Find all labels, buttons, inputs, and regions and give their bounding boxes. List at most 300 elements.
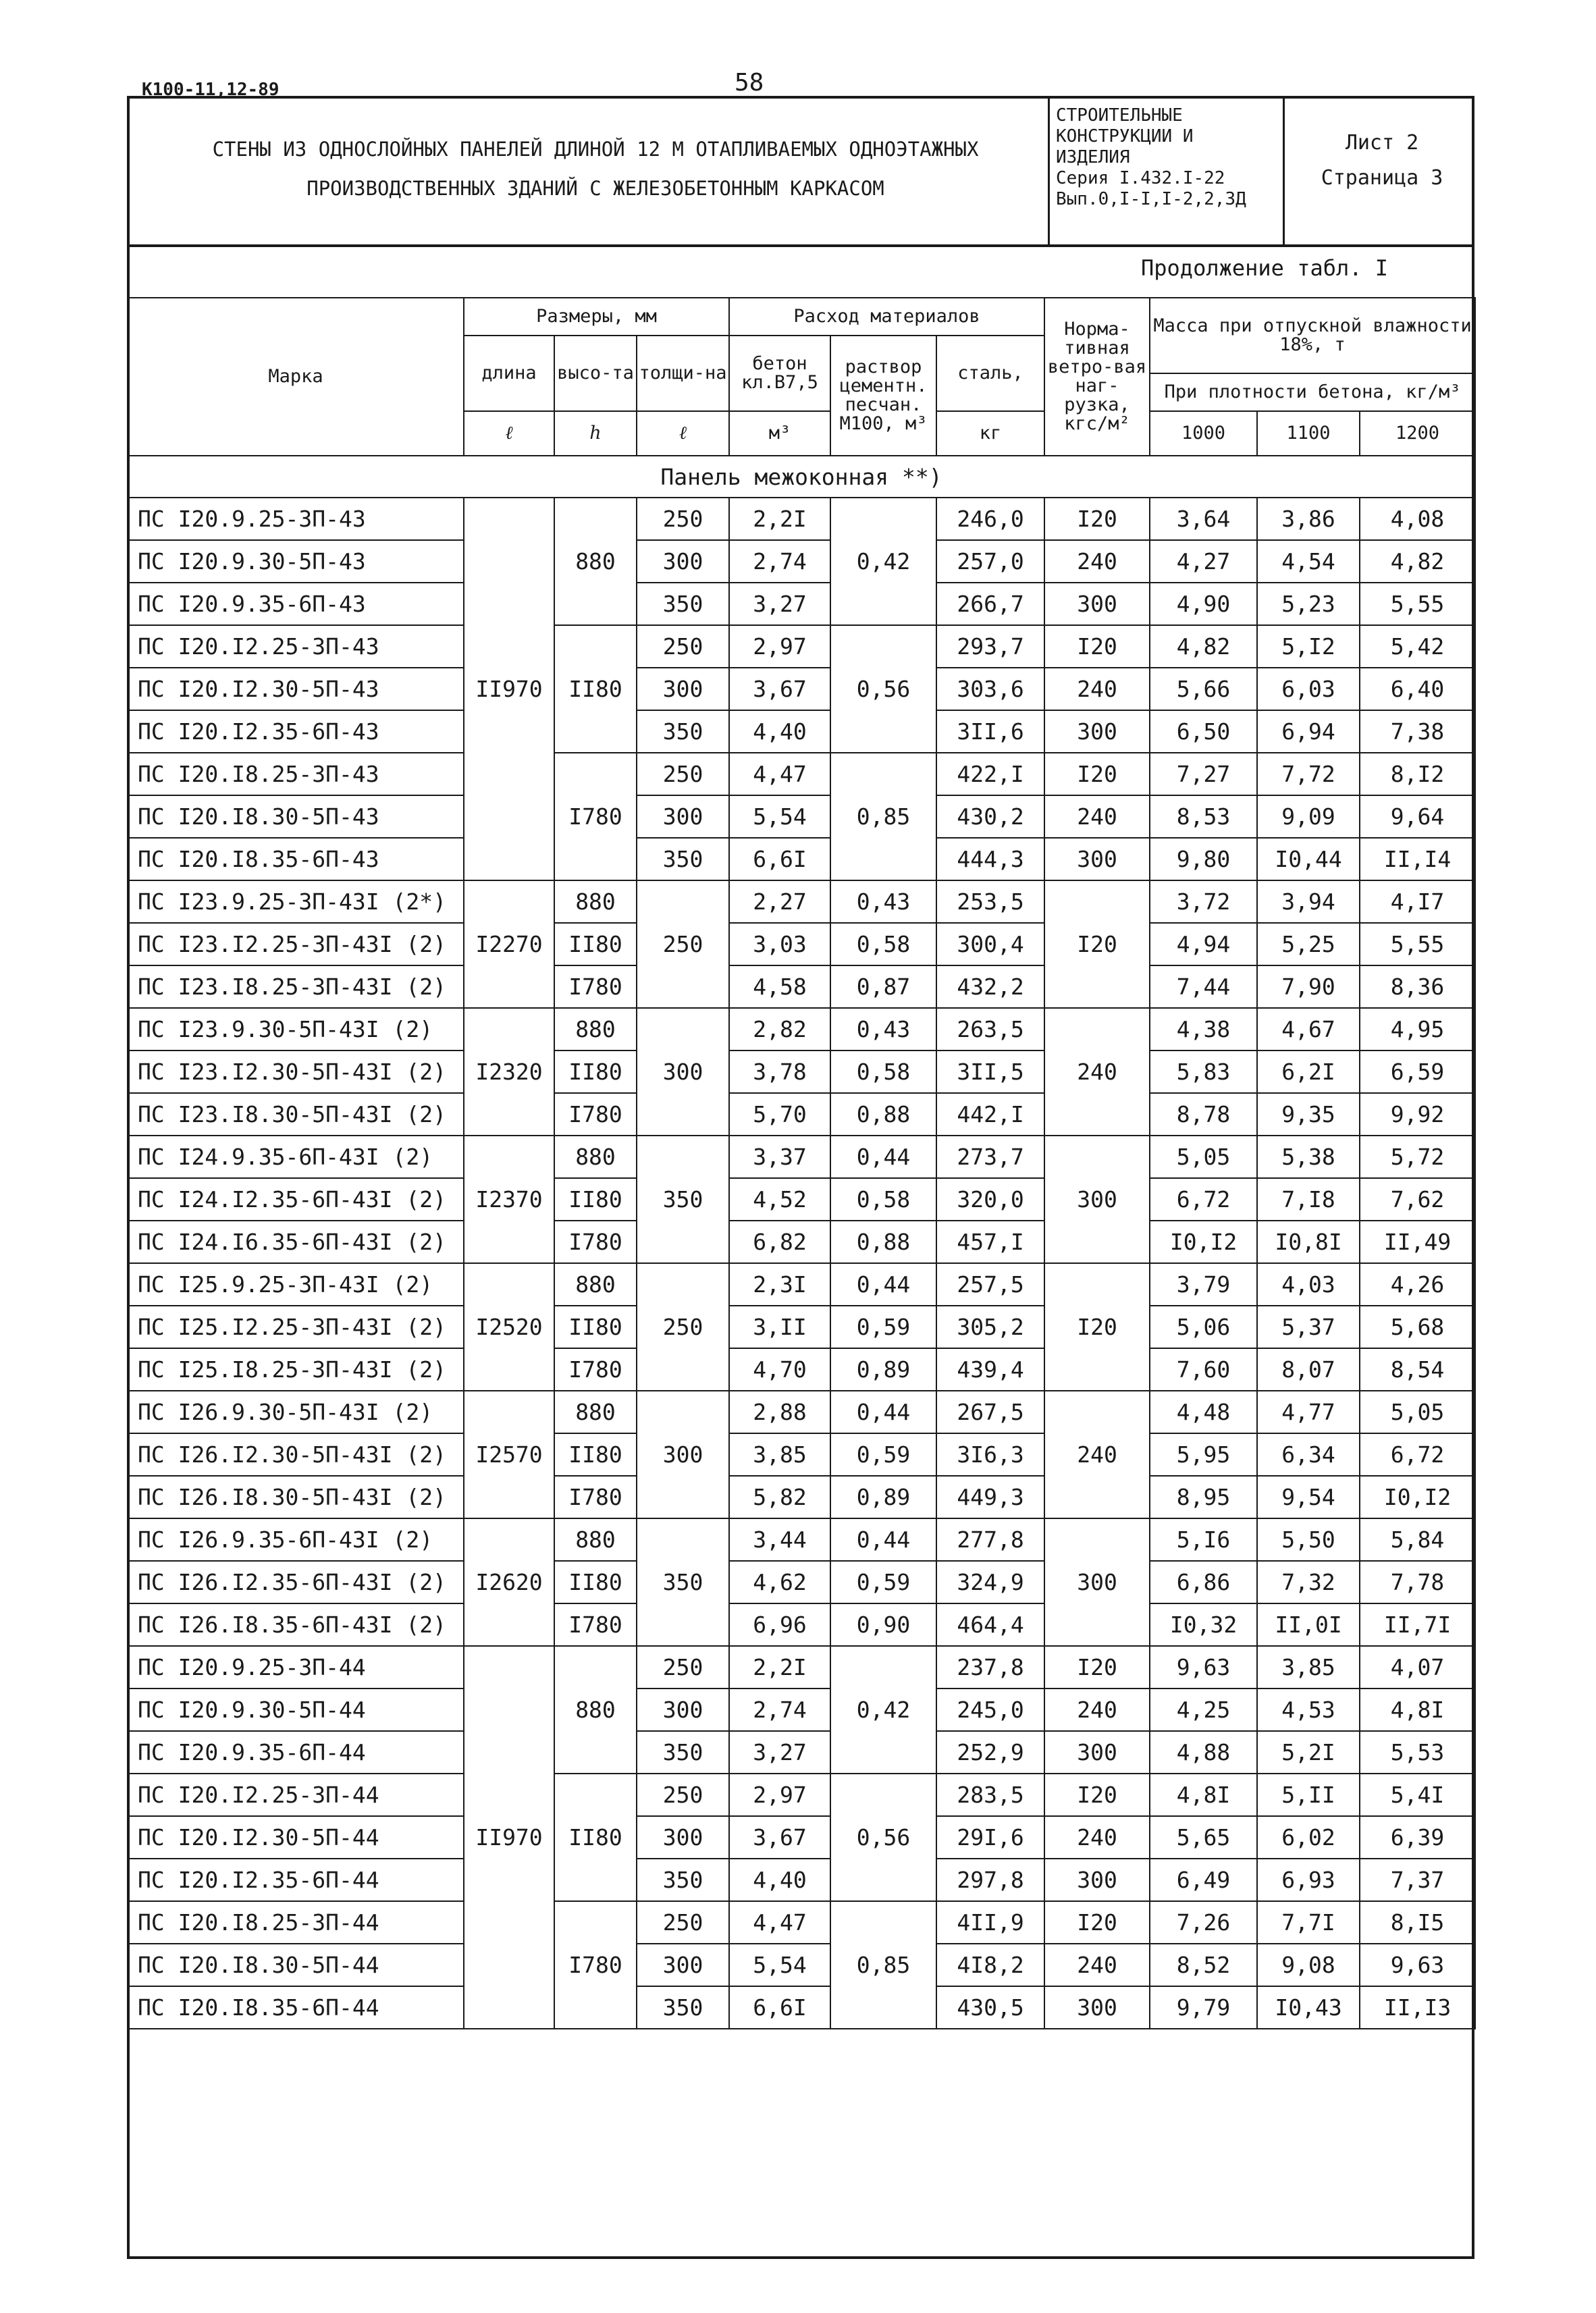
table-row [128, 540, 1475, 583]
cell-mass-1000: 4,88 [1150, 1731, 1257, 1774]
cell-mass-1000: 4,27 [1150, 540, 1257, 583]
cell-mark: ПС I23.I2.30-5П-43I (2) [128, 1051, 464, 1093]
cell-mass-1100: 6,93 [1257, 1859, 1360, 1901]
cell-mass-1100: I0,8I [1257, 1221, 1360, 1263]
header-steel: сталь, [936, 336, 1044, 411]
cell-length: II970 [464, 498, 554, 880]
cell-mass-1000: 9,63 [1150, 1646, 1257, 1689]
cell-concrete: 4,40 [729, 1859, 830, 1901]
cell-concrete: 4,40 [729, 710, 830, 753]
cell-mass-1200: 7,62 [1360, 1178, 1475, 1221]
table-row [128, 1731, 1475, 1774]
cell-mass-1200: II,I4 [1360, 838, 1475, 880]
cell-concrete: 2,2I [729, 1646, 830, 1689]
cell-steel: 305,2 [936, 1306, 1044, 1348]
table-row [128, 1518, 1475, 1561]
header-thickness: толщи-на [637, 336, 729, 411]
cell-concrete: 6,6I [729, 838, 830, 880]
cell-load: 300 [1044, 1136, 1150, 1263]
cell-mortar: 0,56 [830, 1774, 936, 1901]
cell-concrete: 4,70 [729, 1348, 830, 1391]
table-row [128, 583, 1475, 625]
cell-concrete: 4,47 [729, 753, 830, 795]
series-line-5: Вып.0,I-I,I-2,2,3Д [1056, 189, 1246, 209]
cell-concrete: 4,52 [729, 1178, 830, 1221]
cell-height: II80 [554, 1561, 637, 1603]
header-density-1200: 1200 [1360, 411, 1475, 456]
cell-mass-1100: 7,I8 [1257, 1178, 1360, 1221]
cell-steel: 257,0 [936, 540, 1044, 583]
cell-load: I20 [1044, 1901, 1150, 1944]
cell-mass-1100: I0,43 [1257, 1986, 1360, 2029]
cell-mortar: 0,87 [830, 965, 936, 1008]
cell-thickness: 250 [637, 1774, 729, 1816]
header-density-1000: 1000 [1150, 411, 1257, 456]
cell-steel: 430,5 [936, 1986, 1044, 2029]
cell-load: 300 [1044, 1518, 1150, 1646]
cell-mass-1000: 4,90 [1150, 583, 1257, 625]
cell-mark: ПС I20.I2.35-6П-44 [128, 1859, 464, 1901]
table-row [128, 1689, 1475, 1731]
cell-thickness: 300 [637, 1008, 729, 1136]
cell-mass-1000: 6,86 [1150, 1561, 1257, 1603]
cell-thickness: 350 [637, 1986, 729, 2029]
table-row [128, 1221, 1475, 1263]
cell-thickness: 250 [637, 1263, 729, 1391]
cell-mass-1200: 8,I2 [1360, 753, 1475, 795]
cell-mass-1100: 4,54 [1257, 540, 1360, 583]
cell-mass-1000: 8,78 [1150, 1093, 1257, 1136]
table-row [128, 668, 1475, 710]
cell-height: II80 [554, 1178, 637, 1221]
cell-load: 240 [1044, 795, 1150, 838]
cell-load: I20 [1044, 498, 1150, 540]
cell-mass-1200: 4,82 [1360, 540, 1475, 583]
cell-thickness: 250 [637, 1901, 729, 1944]
cell-mass-1000: 4,94 [1150, 923, 1257, 965]
cell-mark: ПС I25.I2.25-3П-43I (2) [128, 1306, 464, 1348]
header-concrete-unit: м³ [729, 411, 830, 456]
cell-mark: ПС I23.9.30-5П-43I (2) [128, 1008, 464, 1051]
cell-concrete: 3,67 [729, 668, 830, 710]
cell-height: 880 [554, 1008, 637, 1051]
cell-concrete: 3,03 [729, 923, 830, 965]
cell-concrete: 2,88 [729, 1391, 830, 1433]
cell-mass-1200: 4,8I [1360, 1689, 1475, 1731]
cell-concrete: 4,58 [729, 965, 830, 1008]
cell-steel: 273,7 [936, 1136, 1044, 1178]
cell-mark: ПС I26.9.30-5П-43I (2) [128, 1391, 464, 1433]
cell-mark: ПС I26.I2.30-5П-43I (2) [128, 1433, 464, 1476]
cell-concrete: 2,97 [729, 625, 830, 668]
cell-concrete: 6,96 [729, 1603, 830, 1646]
sheet-info [1291, 126, 1473, 196]
cell-mortar: 0,85 [830, 1901, 936, 2029]
cell-steel: 439,4 [936, 1348, 1044, 1391]
cell-mass-1200: 5,42 [1360, 625, 1475, 668]
cell-mark: ПС I20.I8.35-6П-43 [128, 838, 464, 880]
cell-mark: ПС I25.9.25-3П-43I (2) [128, 1263, 464, 1306]
cell-steel: 324,9 [936, 1561, 1044, 1603]
cell-mark: ПС I26.9.35-6П-43I (2) [128, 1518, 464, 1561]
cell-mass-1000: 8,53 [1150, 795, 1257, 838]
table-row [128, 838, 1475, 880]
cell-thickness: 350 [637, 1731, 729, 1774]
header-mortar: раствор цементн. песчан. М100, м³ [830, 336, 936, 456]
cell-concrete: 3,85 [729, 1433, 830, 1476]
cell-concrete: 2,27 [729, 880, 830, 923]
cell-mark: ПС I20.9.35-6П-44 [128, 1731, 464, 1774]
cell-height: 880 [554, 1136, 637, 1178]
cell-height: I780 [554, 1476, 637, 1518]
cell-concrete: 5,82 [729, 1476, 830, 1518]
cell-mass-1200: II,I3 [1360, 1986, 1475, 2029]
cell-concrete: 3,37 [729, 1136, 830, 1178]
cell-concrete: 5,54 [729, 1944, 830, 1986]
cell-height: I780 [554, 965, 637, 1008]
cell-thickness: 350 [637, 1518, 729, 1646]
cell-mass-1100: 5,23 [1257, 583, 1360, 625]
table-row [128, 1051, 1475, 1093]
cell-steel: 245,0 [936, 1689, 1044, 1731]
header-marka: Марка [128, 298, 464, 456]
cell-mass-1000: 4,25 [1150, 1689, 1257, 1731]
cell-steel: 263,5 [936, 1008, 1044, 1051]
materials-table [127, 297, 1476, 2029]
cell-mass-1100: 4,03 [1257, 1263, 1360, 1306]
cell-mortar: 0,85 [830, 753, 936, 880]
table-row [128, 1136, 1475, 1178]
cell-mass-1200: II,7I [1360, 1603, 1475, 1646]
cell-mass-1200: 4,I7 [1360, 880, 1475, 923]
cell-mass-1100: 6,34 [1257, 1433, 1360, 1476]
cell-concrete: 3,67 [729, 1816, 830, 1859]
cell-mass-1100: 5,50 [1257, 1518, 1360, 1561]
table-row [128, 1561, 1475, 1603]
cell-height: II80 [554, 1306, 637, 1348]
cell-mass-1100: 7,7I [1257, 1901, 1360, 1944]
cell-mark: ПС I20.9.30-5П-43 [128, 540, 464, 583]
cell-mass-1100: 6,94 [1257, 710, 1360, 753]
cell-steel: 457,I [936, 1221, 1044, 1263]
cell-thickness: 350 [637, 1136, 729, 1263]
cell-mass-1000: 5,83 [1150, 1051, 1257, 1093]
cell-mass-1200: 9,63 [1360, 1944, 1475, 1986]
cell-height: I780 [554, 1221, 637, 1263]
cell-mass-1000: 5,95 [1150, 1433, 1257, 1476]
cell-height: I780 [554, 753, 637, 880]
cell-mortar: 0,42 [830, 498, 936, 625]
cell-concrete: 6,82 [729, 1221, 830, 1263]
cell-mass-1200: 8,54 [1360, 1348, 1475, 1391]
cell-mass-1100: 9,08 [1257, 1944, 1360, 1986]
cell-mark: ПС I20.9.30-5П-44 [128, 1689, 464, 1731]
table-row [128, 498, 1475, 540]
cell-mass-1000: 4,48 [1150, 1391, 1257, 1433]
table-row [128, 1348, 1475, 1391]
cell-mass-1000: 4,8I [1150, 1774, 1257, 1816]
header-sym-b: ℓ [637, 411, 729, 456]
cell-mass-1100: 6,02 [1257, 1816, 1360, 1859]
cell-mass-1200: 6,72 [1360, 1433, 1475, 1476]
cell-thickness: 300 [637, 540, 729, 583]
cell-concrete: 3,27 [729, 583, 830, 625]
cell-mortar: 0,44 [830, 1136, 936, 1178]
series-line-1: СТРОИТЕЛЬНЫЕ [1056, 105, 1183, 126]
cell-mark: ПС I26.I2.35-6П-43I (2) [128, 1561, 464, 1603]
cell-steel: 464,4 [936, 1603, 1044, 1646]
cell-mass-1200: 5,84 [1360, 1518, 1475, 1561]
cell-length: I2320 [464, 1008, 554, 1136]
cell-thickness: 250 [637, 498, 729, 540]
cell-mass-1200: 5,68 [1360, 1306, 1475, 1348]
table-row [128, 1093, 1475, 1136]
cell-height: 880 [554, 498, 637, 625]
cell-steel: 266,7 [936, 583, 1044, 625]
cell-mortar: 0,56 [830, 625, 936, 753]
cell-load: I20 [1044, 1646, 1150, 1689]
sheet-number: Лист 2 [1345, 131, 1419, 155]
header-consumption: Расход материалов [729, 298, 1044, 336]
cell-mass-1000: 9,79 [1150, 1986, 1257, 2029]
cell-mark: ПС I25.I8.25-3П-43I (2) [128, 1348, 464, 1391]
cell-mass-1100: 5,II [1257, 1774, 1360, 1816]
cell-mark: ПС I20.I2.30-5П-43 [128, 668, 464, 710]
cell-mass-1200: 5,53 [1360, 1731, 1475, 1774]
cell-load: I20 [1044, 1263, 1150, 1391]
cell-height: 880 [554, 1391, 637, 1433]
table-row [128, 1263, 1475, 1306]
cell-load: 300 [1044, 1986, 1150, 2029]
cell-mass-1100: 6,03 [1257, 668, 1360, 710]
cell-mortar: 0,58 [830, 923, 936, 965]
table-row [128, 1901, 1475, 1944]
cell-mortar: 0,58 [830, 1051, 936, 1093]
cell-steel: 277,8 [936, 1518, 1044, 1561]
cell-length: II970 [464, 1646, 554, 2029]
cell-concrete: 3,27 [729, 1731, 830, 1774]
cell-load: I20 [1044, 753, 1150, 795]
cell-steel: 283,5 [936, 1774, 1044, 1816]
cell-mark: ПС I24.I2.35-6П-43I (2) [128, 1178, 464, 1221]
page-number: 58 [735, 69, 764, 97]
cell-mass-1200: 4,07 [1360, 1646, 1475, 1689]
table-row [128, 1008, 1475, 1051]
document-code: К100-11,12-89 [142, 80, 280, 100]
cell-mass-1100: 3,85 [1257, 1646, 1360, 1689]
cell-mortar: 0,43 [830, 880, 936, 923]
cell-mortar: 0,88 [830, 1093, 936, 1136]
cell-load: 240 [1044, 540, 1150, 583]
cell-load: 240 [1044, 1391, 1150, 1518]
table-row [128, 1859, 1475, 1901]
cell-thickness: 250 [637, 625, 729, 668]
cell-load: 300 [1044, 1859, 1150, 1901]
cell-steel: 4I8,2 [936, 1944, 1044, 1986]
cell-concrete: 3,44 [729, 1518, 830, 1561]
cell-thickness: 250 [637, 1646, 729, 1689]
title-block [127, 96, 1474, 247]
cell-thickness: 300 [637, 1391, 729, 1518]
cell-mass-1200: 6,39 [1360, 1816, 1475, 1859]
cell-height: II80 [554, 1051, 637, 1093]
cell-mortar: 0,59 [830, 1306, 936, 1348]
cell-mass-1000: 5,66 [1150, 668, 1257, 710]
cell-concrete: 6,6I [729, 1986, 830, 2029]
cell-mass-1200: 7,38 [1360, 710, 1475, 753]
cell-steel: 320,0 [936, 1178, 1044, 1221]
cell-mark: ПС I23.I2.25-3П-43I (2) [128, 923, 464, 965]
cell-mark: ПС I20.I8.30-5П-43 [128, 795, 464, 838]
cell-mass-1000: 5,05 [1150, 1136, 1257, 1178]
title-line-1: СТЕНЫ ИЗ ОДНОСЛОЙНЫХ ПАНЕЛЕЙ ДЛИНОЙ 12 М ОТАПЛИВАЕМЫХ ОДНОЭТАЖНЫХ [212, 138, 979, 161]
cell-mass-1000: 7,60 [1150, 1348, 1257, 1391]
cell-mass-1100: 9,09 [1257, 795, 1360, 838]
cell-load: 240 [1044, 1816, 1150, 1859]
cell-mass-1000: 8,52 [1150, 1944, 1257, 1986]
cell-mortar: 0,44 [830, 1391, 936, 1433]
cell-mass-1000: 5,06 [1150, 1306, 1257, 1348]
cell-steel: 449,3 [936, 1476, 1044, 1518]
cell-steel: 29I,6 [936, 1816, 1044, 1859]
cell-mortar: 0,44 [830, 1263, 936, 1306]
cell-height: I780 [554, 1901, 637, 2029]
header-concrete: бетон кл.В7,5 [729, 336, 830, 411]
header-sizes: Размеры, мм [464, 298, 729, 336]
table-row [128, 710, 1475, 753]
cell-concrete: 3,78 [729, 1051, 830, 1093]
cell-mark: ПС I20.I2.30-5П-44 [128, 1816, 464, 1859]
cell-mark: ПС I20.I8.30-5П-44 [128, 1944, 464, 1986]
header-sym-l: ℓ [464, 411, 554, 456]
table-row [128, 1476, 1475, 1518]
cell-height: 880 [554, 880, 637, 923]
cell-mark: ПС I20.9.35-6П-43 [128, 583, 464, 625]
cell-height: 880 [554, 1263, 637, 1306]
cell-load: I20 [1044, 1774, 1150, 1816]
cell-mass-1000: I0,32 [1150, 1603, 1257, 1646]
cell-concrete: 2,74 [729, 540, 830, 583]
header-sym-h: h [554, 411, 637, 456]
cell-concrete: 2,74 [729, 1689, 830, 1731]
cell-mass-1200: 4,26 [1360, 1263, 1475, 1306]
cell-mass-1000: 4,82 [1150, 625, 1257, 668]
cell-mass-1100: 4,77 [1257, 1391, 1360, 1433]
cell-mass-1200: 8,I5 [1360, 1901, 1475, 1944]
cell-mass-1000: 8,95 [1150, 1476, 1257, 1518]
cell-steel: 432,2 [936, 965, 1044, 1008]
cell-mass-1000: 3,64 [1150, 498, 1257, 540]
cell-mass-1100: 6,2I [1257, 1051, 1360, 1093]
cell-mass-1200: I0,I2 [1360, 1476, 1475, 1518]
cell-mass-1200: 5,55 [1360, 923, 1475, 965]
cell-steel: 303,6 [936, 668, 1044, 710]
series-info [1056, 105, 1283, 210]
cell-mark: ПС I20.I2.25-3П-43 [128, 625, 464, 668]
cell-mark: ПС I20.9.25-3П-44 [128, 1646, 464, 1689]
cell-mass-1200: 5,05 [1360, 1391, 1475, 1433]
cell-mass-1200: 7,37 [1360, 1859, 1475, 1901]
cell-thickness: 300 [637, 668, 729, 710]
cell-thickness: 250 [637, 880, 729, 1008]
cell-mortar: 0,59 [830, 1433, 936, 1476]
cell-load: 300 [1044, 583, 1150, 625]
cell-mortar: 0,42 [830, 1646, 936, 1774]
cell-steel: 4II,9 [936, 1901, 1044, 1944]
cell-steel: 3II,5 [936, 1051, 1044, 1093]
cell-mortar: 0,59 [830, 1561, 936, 1603]
cell-mass-1200: 9,64 [1360, 795, 1475, 838]
table-row [128, 795, 1475, 838]
cell-mass-1000: 7,26 [1150, 1901, 1257, 1944]
cell-thickness: 300 [637, 1944, 729, 1986]
cell-mass-1100: 8,07 [1257, 1348, 1360, 1391]
table-row [128, 753, 1475, 795]
table-row [128, 1433, 1475, 1476]
cell-mass-1100: 7,72 [1257, 753, 1360, 795]
section-label: Панель межоконная **) [128, 456, 1475, 498]
cell-height: II80 [554, 625, 637, 753]
cell-thickness: 300 [637, 1816, 729, 1859]
cell-mark: ПС I20.I2.25-3П-44 [128, 1774, 464, 1816]
table-row [128, 1646, 1475, 1689]
cell-steel: 300,4 [936, 923, 1044, 965]
cell-thickness: 350 [637, 1859, 729, 1901]
cell-height: I780 [554, 1348, 637, 1391]
cell-height: 880 [554, 1518, 637, 1561]
table-row [128, 1178, 1475, 1221]
cell-mass-1200: 5,72 [1360, 1136, 1475, 1178]
cell-mortar: 0,58 [830, 1178, 936, 1221]
cell-mortar: 0,88 [830, 1221, 936, 1263]
cell-length: I2370 [464, 1136, 554, 1263]
table-row [128, 625, 1475, 668]
cell-thickness: 350 [637, 838, 729, 880]
cell-concrete: 3,II [729, 1306, 830, 1348]
cell-height: II80 [554, 1774, 637, 1901]
cell-load: 300 [1044, 838, 1150, 880]
cell-concrete: 2,3I [729, 1263, 830, 1306]
cell-load: 240 [1044, 1689, 1150, 1731]
cell-mass-1100: 9,54 [1257, 1476, 1360, 1518]
header-steel-unit: кг [936, 411, 1044, 456]
table-row [128, 923, 1475, 965]
cell-steel: 267,5 [936, 1391, 1044, 1433]
cell-mass-1000: 3,72 [1150, 880, 1257, 923]
cell-mass-1200: 6,40 [1360, 668, 1475, 710]
cell-height: 880 [554, 1646, 637, 1774]
cell-concrete: 5,54 [729, 795, 830, 838]
cell-load: I20 [1044, 625, 1150, 668]
cell-mass-1100: 5,2I [1257, 1731, 1360, 1774]
cell-mark: ПС I20.9.25-3П-43 [128, 498, 464, 540]
cell-mass-1000: 7,44 [1150, 965, 1257, 1008]
series-line-4: Серия I.432.I-22 [1056, 168, 1225, 188]
cell-mark: ПС I23.I8.25-3П-43I (2) [128, 965, 464, 1008]
header-mass: Масса при отпускной влажности 18%, т [1150, 298, 1475, 373]
cell-steel: 430,2 [936, 795, 1044, 838]
cell-steel: 3I6,3 [936, 1433, 1044, 1476]
cell-thickness: 350 [637, 583, 729, 625]
cell-steel: 253,5 [936, 880, 1044, 923]
cell-mass-1000: 6,50 [1150, 710, 1257, 753]
cell-steel: 3II,6 [936, 710, 1044, 753]
document-title [150, 130, 1041, 208]
cell-length: I2570 [464, 1391, 554, 1518]
cell-mass-1100: 3,94 [1257, 880, 1360, 923]
cell-mortar: 0,89 [830, 1476, 936, 1518]
cell-mark: ПС I26.I8.30-5П-43I (2) [128, 1476, 464, 1518]
